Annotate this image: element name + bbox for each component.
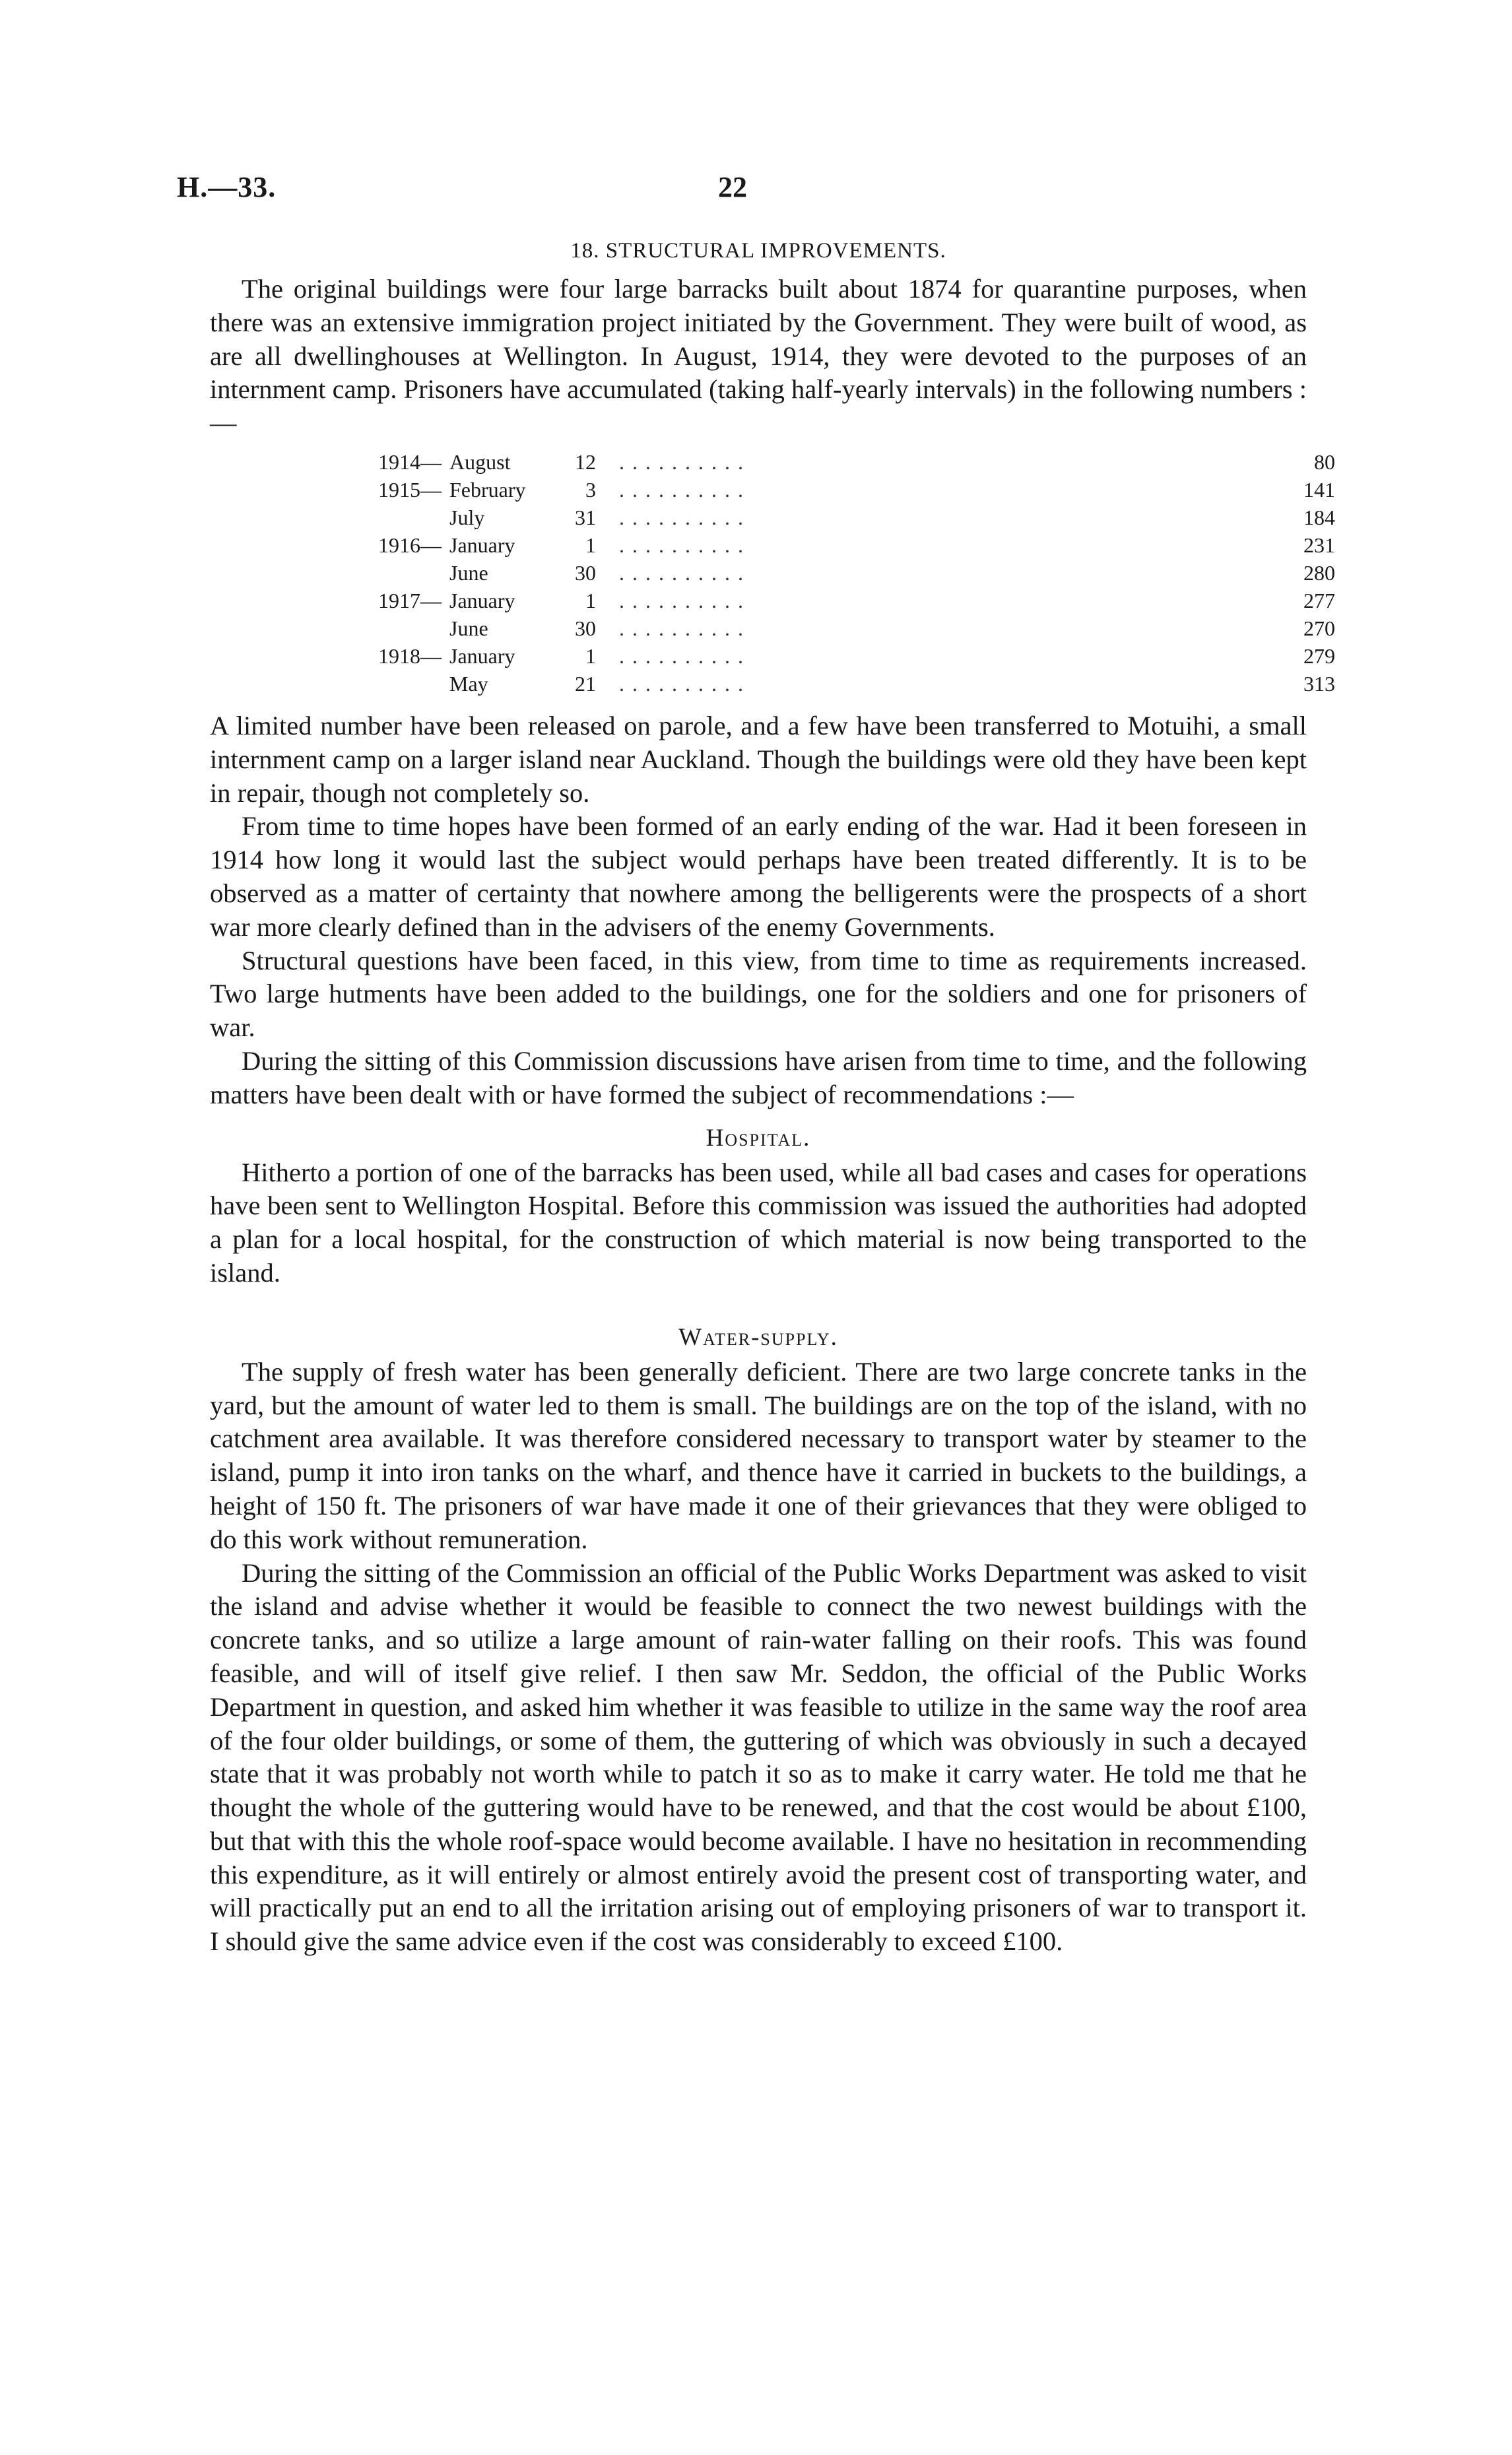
row-month: July [449, 505, 485, 529]
leader-dots: . . . . . . . . . . [619, 477, 744, 502]
table-row [378, 559, 1335, 587]
row-day: 30 [575, 560, 596, 585]
hospital-paragraph: Hitherto a portion of one of the barracks has been used, while all bad cases and cases for operations have been sent to Wellington Hospital. Before this commission was issued the authorities had adopted a plan for a local hospital, for the construction of which material is now being transported to the island. [210, 1157, 1307, 1288]
row-count: 184 [1303, 505, 1335, 529]
table-row [378, 504, 1335, 531]
row-month: January [449, 643, 515, 668]
page-number: 22 [718, 171, 747, 203]
row-count: 141 [1303, 477, 1335, 502]
water-supply-paragraph-2: During the sitting of the Commission an official of the Public Works Department was asked to visit the island and advise whether it would be feasible to connect the two newest buildings with the concrete tanks, and so utilize a large amount of rain-water falling on their roofs. This was found feasible, and will of itself give relief. I then saw Mr. Seddon, the official of the Public Works Department in question, and asked him whether it was feasible to utilize in the same way the roof area of the four older buildings, or some of them, the guttering of which was obviously in such a decayed state that it was probably not worth while to patch it so as to make it carry water. He told me that he thought the whole of the guttering would have to be renewed, and that the cost would be about £100, but that with this the whole roof-space would become available. I have no hesitation in recommending this expenditure, as it will entirely or almost entirely avoid the present cost of transporting water, and will practically put an end to all the irritation arising out of employing prisoners of war to transport it. I should give the same advice even if the cost was considerably to exceed £100. [210, 1557, 1307, 1957]
row-month: February [449, 477, 526, 502]
paragraph-hopes: From time to time hopes have been formed of an early ending of the war. Had it been foreseen in 1914 how long it would last the subject would perhaps have been treated differently. It is to be observed as a matter of certainty that nowhere among the belligerents were the prospects of a short war more clearly defined than in the advisers of the enemy Governments. [210, 811, 1307, 942]
row-month: June [449, 560, 488, 585]
row-year: 1915— [378, 477, 442, 502]
table-row [378, 614, 1335, 642]
water-supply-paragraph-1: The supply of fresh water has been generally deficient. There are two large concrete tanks in the yard, but the amount of water led to them is small. The buildings are on the top of the island, with no catchment area available. It was therefore considered necessary to transport water by steamer to the island, pump it into iron tanks on the wharf, and thence have it carried in buckets to the buildings, a height of 150 ft. The prisoners of war have made it one of their grievances that they were obliged to do this work without remuneration. [210, 1356, 1307, 1554]
row-count: 279 [1303, 643, 1335, 668]
row-count: 313 [1303, 671, 1335, 696]
row-year: 1917— [378, 588, 442, 612]
row-day: 21 [575, 671, 596, 696]
row-count: 231 [1303, 533, 1335, 557]
hospital-heading: Hospital. [706, 1124, 811, 1152]
row-count: 80 [1314, 449, 1335, 474]
row-day: 1 [585, 533, 596, 557]
leader-dots: . . . . . . . . . . [619, 533, 744, 557]
paragraph-structural-questions: Structural questions have been faced, in this view, from time to time as requirements increased. Two large hutments have been added to the buildings, one for the soldiers and one for prisoners of war. [210, 945, 1307, 1043]
row-day: 31 [575, 505, 596, 529]
table-row [378, 531, 1335, 559]
row-year: 1914— [378, 449, 442, 474]
page-body [210, 239, 1335, 1959]
row-month: June [449, 616, 488, 640]
row-day: 12 [575, 449, 596, 474]
leader-dots: . . . . . . . . . . [619, 449, 744, 474]
intro-paragraph: The original buildings were four large barracks built about 1874 for quarantine purposes, when there was an extensive immigration project initiated by the Government. They were built of wood, as are all dwellinghouses at Wellington. In August, 1914, they were devoted to the purposes of an internment camp. Prisoners have accumulated (taking half-yearly intervals) in the following numbers :— [210, 274, 1307, 438]
row-count: 280 [1303, 560, 1335, 585]
row-month: January [449, 533, 515, 557]
row-count: 277 [1303, 588, 1335, 612]
leader-dots: . . . . . . . . . . [619, 588, 744, 612]
leader-dots: . . . . . . . . . . [619, 560, 744, 585]
table-row [378, 476, 1335, 504]
paragraph-recommendations: During the sitting of this Commission discussions have arisen from time to time, and the following matters have been dealt with or have formed the subject of recommendations :— [210, 1045, 1307, 1109]
prisoner-count-table [378, 448, 1335, 698]
paragraph-parole: A limited number have been released on parole, and a few have been transferred to Motuihi, a small internment camp on a larger island near Auckland. Though the buildings were old they have been kept in repair, though not completely so. [210, 710, 1307, 808]
leader-dots: . . . . . . . . . . [619, 671, 744, 696]
row-month: May [449, 671, 488, 696]
section-title: 18. STRUCTURAL IMPROVEMENTS. [570, 239, 946, 263]
row-day: 1 [585, 588, 596, 612]
row-year: 1916— [378, 533, 442, 557]
page-header [177, 170, 1338, 210]
row-count: 270 [1303, 616, 1335, 640]
row-month: August [449, 449, 511, 474]
row-year: 1918— [378, 643, 442, 668]
row-day: 1 [585, 643, 596, 668]
table-row [378, 670, 1335, 698]
document-reference: H.—33. [177, 171, 277, 203]
row-day: 30 [575, 616, 596, 640]
leader-dots: . . . . . . . . . . [619, 616, 744, 640]
table-row [378, 642, 1335, 670]
leader-dots: . . . . . . . . . . [619, 505, 744, 529]
table-row [378, 587, 1335, 614]
water-supply-heading: Water-supply. [678, 1323, 838, 1351]
row-month: January [449, 588, 515, 612]
leader-dots: . . . . . . . . . . [619, 643, 744, 668]
row-day: 3 [585, 477, 596, 502]
table-row [378, 448, 1335, 476]
